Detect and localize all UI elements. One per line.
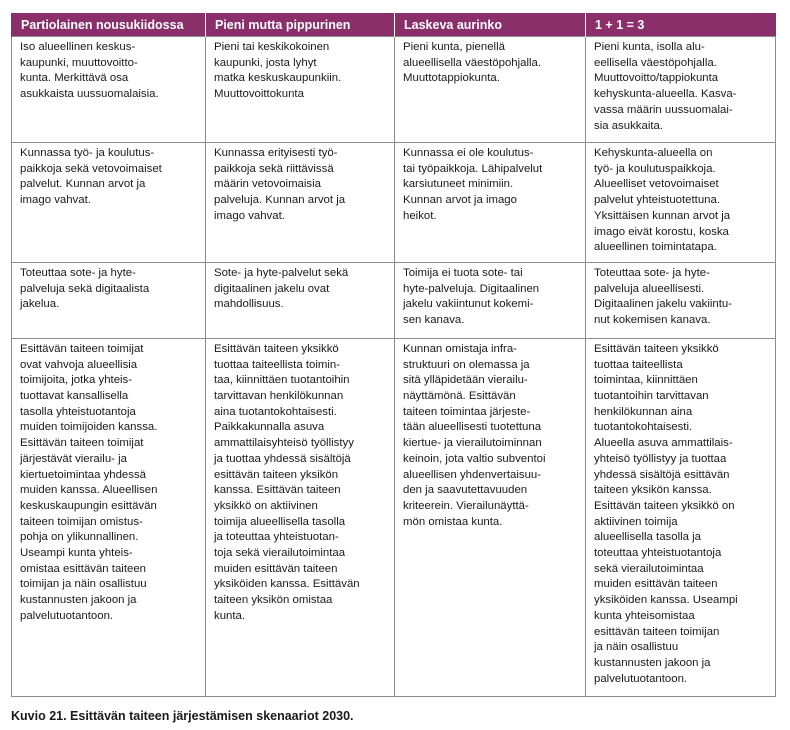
table-cell: Kunnassa työ- ja koulutus- paikkoja sekä vetovoimaiset palvelut. Kunnan arvot ja imago vahvat.	[12, 143, 206, 263]
column-header-pieni-mutta-pippurinen: Pieni mutta pippurinen	[206, 13, 395, 37]
table-cell: Kunnan omistaja infra- struktuuri on olemassa ja sitä ylläpidetään vierailu- näyttämönä. Esittävän taiteen toimintaa järjeste- tään alueellisesti tuotettuna kiertue- ja vierailutoiminnan keinoin, jota valtio subventoi alueellisen yhdenvertaisuu- den ja saavutettavuuden kriteerein. Vierailunäyttä- mön omistaa kunta.	[395, 338, 586, 696]
table-row	[12, 262, 776, 338]
table-row	[12, 338, 776, 696]
table-cell: Kehyskunta-alueella on työ- ja koulutuspaikkoja. Alueelliset vetovoimaiset palvelut yhteistuotettuna. Yksittäisen kunnan arvot ja imago eivät korostu, koska alueellinen toimintatapa.	[586, 143, 776, 263]
column-header-partiolainen: Partiolainen nousukiidossa	[12, 13, 206, 37]
table-cell: Kunnassa ei ole koulutus- tai työpaikkoja. Lähipalvelut karsiutuneet minimiin. Kunnan arvot ja imago heikot.	[395, 143, 586, 263]
table-header-row	[12, 13, 776, 37]
table-row	[12, 37, 776, 143]
figure-caption: Kuvio 21. Esittävän taiteen järjestämisen skenaariot 2030.	[11, 709, 354, 723]
table-cell: Esittävän taiteen yksikkö tuottaa taiteellista toimin- taa, kiinnittäen tuotantoihin tarvittavan henkilökunnan aina tuotantokohtaisesti. Paikkakunnalla asuva ammattilaisyhteisö työllistyy ja tuottaa yhdessä sisältöjä esittävän taiteen yksikön kanssa. Esittävän taiteen yksikkö on aktiivinen toimija alueellisella tasolla ja toteuttaa yhteistuotan- toja sekä vierailutoimintaa muiden esittävän taiteen yksiköiden kanssa. Esittävän taiteen yksikön omistaa kunta.	[206, 338, 395, 696]
table-cell: Esittävän taiteen yksikkö tuottaa taiteellista toimintaa, kiinnittäen tuotantoihin tarvittavan henkilökunnan aina tuotantokohtaisesti. Alueella asuva ammattilais- yhteisö työllistyy ja tuottaa yhdessä sisältöjä esittävän taiteen yksikön kanssa. Esittävän taiteen yksikkö on aktiivinen toimija alueellisella tasolla ja toteuttaa yhteistuotantoja sekä vierailutoimintaa muiden esittävän taiteen yksiköiden kanssa. Useampi kunta yhteisomistaa esittävän taiteen toimijan ja näin osallistuu kustannusten jakoon ja palvelutuotantoon.	[586, 338, 776, 696]
table-cell: Toteuttaa sote- ja hyte- palveluja sekä digitaalista jakelua.	[12, 262, 206, 338]
table-cell: Kunnassa erityisesti työ- paikkoja sekä riittävissä määrin vetovoimaisia palveluja. Kunnan arvot ja imago vahvat.	[206, 143, 395, 263]
column-header-laskeva-aurinko: Laskeva aurinko	[395, 13, 586, 37]
table-cell: Pieni kunta, pienellä alueellisella väestöpohjalla. Muuttotappiokunta.	[395, 37, 586, 143]
scenario-table	[11, 13, 776, 697]
table-cell: Pieni kunta, isolla alu- eellisella väestöpohjalla. Muuttovoitto/tappiokunta kehyskunta-alueella. Kasva- vassa määrin uussuomalai- sia asukkaita.	[586, 37, 776, 143]
column-header-1-plus-1: 1 + 1 = 3	[586, 13, 776, 37]
table-cell: Sote- ja hyte-palvelut sekä digitaalinen jakelu ovat mahdollisuus.	[206, 262, 395, 338]
table-cell: Pieni tai keskikokoinen kaupunki, josta lyhyt matka keskuskaupunkiin. Muuttovoittokunta	[206, 37, 395, 143]
table-cell: Esittävän taiteen toimijat ovat vahvoja alueellisia toimijoita, jotka yhteis- tuottavat kansallisella tasolla yhteistuotantoja muiden toimijoiden kanssa. Esittävän taiteen toimijat järjestävät vierailu- ja kiertuetoimintaa yhdessä muiden kanssa. Alueellisen keskuskaupungin esittävän taiteen toimijan omistus- pohja on ylikunnallinen. Useampi kunta yhteis- omistaa esittävän taiteen toimijan ja näin osallistuu kustannusten jakoon ja palvelutuotantoon.	[12, 338, 206, 696]
table-row	[12, 143, 776, 263]
table-cell: Toimija ei tuota sote- tai hyte-palveluja. Digitaalinen jakelu vakiintunut kokemi- sen kanava.	[395, 262, 586, 338]
table-cell: Iso alueellinen keskus- kaupunki, muuttovoitto- kunta. Merkittävä osa asukkaista uussuomalaisia.	[12, 37, 206, 143]
scenario-table-container	[11, 13, 775, 697]
table-cell: Toteuttaa sote- ja hyte- palveluja alueellisesti. Digitaalinen jakelu vakiintu- nut kokemisen kanava.	[586, 262, 776, 338]
